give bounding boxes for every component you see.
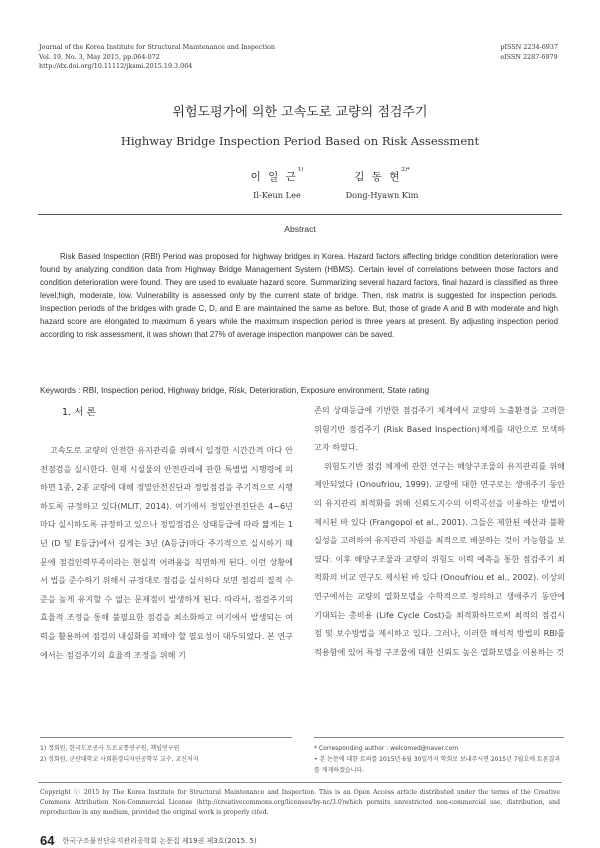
footnotes-affiliations	[40, 743, 292, 765]
author-1	[232, 169, 322, 200]
title-english: Highway Bridge Inspection Period Based on Risk Assessment	[120, 134, 480, 148]
intro-paragraph-1-cont: 존의 상태등급에 기반한 점검주기 체계에서 교량의 노출환경을 고려한 위험기반 점검주기 (Risk Based Inspection)체계를 대안으로 모색하고자 하였다.	[314, 405, 565, 453]
abstract-text: Risk Based Inspection (RBI) Period was proposed for highway bridges in Korea. Hazard factors affecting bridge condition deterioration were found by analyzing condition data from Highway Bridge Management System (HBMS). Certain level of correlations between those factors and condition deterioration were found. They are used to evaluate hazard score. Summarizing several hazard factors, final hazard is classified as three level;high, moderate, low. Vulnerability is assessed only by the current state of bridge. Then, risk matrix is suggested for inspection periods. Inspection periods of the bridges with grade C, D, and E are maintained the same as before. But, those of grade A and B with moderate and high hazard score are elongated to maximum 6 years while the maximum inspection period is three years at present. By adjusting inspection period according to risk assessment, it was shown that 27% of average inspection manpower can be saved.	[40, 252, 558, 340]
copyright-notice: Copyright ⓒ 2015 by The Korea Institute for Structural Maintenance and Inspection. This is an Open Access article distributed under the terms of the Creative Commons Attribution Non-Commercial License (http://creativecommons.org/licenses/by-nc/3.0)which permits unrestricted non-commercial use, distribution, and reproduction in any medium, provided the original work is properly cited.	[40, 789, 560, 816]
footer-journal: 한국구조물진단유지관리공학회 논문집 제19권 제3호(2015. 5)	[62, 837, 257, 845]
page-footer	[40, 833, 257, 848]
journal-name: Journal of the Korea Institute for Structural Maintenance and Inspection	[39, 43, 275, 51]
footnote-2: 2) 정회원, 군산대학교 사회환경디자인공학부 교수, 교신저자	[40, 756, 199, 763]
title-korean: 위험도평가에 의한 고속도로 교량의 점검주기	[172, 105, 428, 120]
journal-doi[interactable]: http://dx.doi.org/10.11112/jksmi.2015.19.3.064	[39, 62, 193, 70]
author-2-name-ko: 김 동 현	[354, 171, 402, 183]
body-column-right	[314, 401, 565, 661]
eissn: eISSN 2287-6979	[500, 52, 558, 61]
corresponding-author: * Corresponding author : welcomed@naver.com	[314, 745, 459, 752]
pissn: pISSN 2234-6937	[500, 43, 558, 51]
footnote-1: 1) 정회원, 한국도로공사 도로교통연구원, 책임연구원	[40, 745, 180, 752]
abstract-heading: Abstract	[284, 224, 316, 234]
body-column-left	[40, 441, 293, 664]
discussion-note: • 본 논문에 대한 토의를 2015년 6월 30일까지 학회로 보내주시면 2015년 7월호에 토론결과를 게재하겠습니다.	[314, 756, 561, 774]
author-1-name-en: Il-Keun Lee	[253, 190, 301, 200]
abstract-top-rule	[38, 214, 562, 215]
keywords	[40, 386, 558, 395]
footnote-rule-right	[314, 737, 564, 738]
footnote-rule-left	[40, 737, 292, 738]
keywords-list: RBI, Inspection period, Highway bridge, Risk, Deterioration, Exposure environment, State rating	[82, 386, 430, 395]
author-2-name-en: Dong-Hyawn Kim	[345, 190, 419, 200]
author-2	[327, 169, 437, 200]
page-number: 64	[40, 833, 55, 848]
author-2-affil: 2)*	[401, 167, 410, 173]
journal-volume: Vol. 19, No. 3, May 2015, pp.064-072	[39, 52, 160, 61]
author-1-affil: 1)	[297, 167, 304, 173]
journal-header	[39, 43, 275, 72]
intro-paragraph-2: 위험도기반 점검 체계에 관한 연구는 해양구조물의 유지관리를 위해 제안되었다 (Onoufriou, 1999). 교량에 대한 연구로는 생애주기 동안의 유지관리 최적화를 위해 신뢰도지수의 이력곡선을 이용하는 방법이 제시된 바 있다 (Frangopol et al., 2001). 그들은 제한된 예산과 불확실성을 고려하여 유지관리 자원을 최적으로 배분하는 것이 가능함을 보였다. 이후 해양구조물과 교량의 위험도 이력 예측을 통한 점검주기 최적화의 비교 연구도 제시된 바 있다 (Onoufriou et al., 2002). 이상의 연구에서는 교량의 열화모델을 수학적으로 정의하고 생애주기 동안에 기대되는 총비용 (Life Cycle Cost)을 최적화하므로써 최적의 점검시점 및 보수방법을 제시하고 있다. 그러나, 이러한 해석적 방법의 RBI를 적용함에 있어 특정 구조물에 대한 신뢰도 높은 열화모델을 이용하는 것	[314, 460, 565, 657]
issn-block	[500, 43, 558, 62]
section-1-title: 1. 서 론	[62, 407, 96, 418]
keywords-label: Keywords :	[40, 386, 83, 395]
footnotes-notes	[314, 743, 564, 776]
copyright-rule	[38, 782, 562, 783]
author-1-name-ko: 이 일 근	[250, 171, 298, 183]
intro-paragraph-1: 고속도로 교량의 안전한 유지관리를 위해서 일정한 시간간격 마다 안전점검을 실시한다. 현재 시설물의 안전관리에 관한 특별법 시행령에 의하면 1종, 2종 교량에 대해 정밀안전진단과 정밀점검을 주기적으로 시행하도록 규정하고 있다(MLIT, 2014). 여기에서 정밀안전진단은 4~6년마다 실시하도록 규정하고 있으나 정밀점검은 상태등급에 따라 짧게는 1년 (D 및 E등급)에서 길게는 3년 (A등급)마다 주기적으로 실시하기 때문에 점검인력부족이라는 현실적 어려움을 직면하게 된다. 이런 상황에서 법을 준수하기 위해서 규정대로 점검을 실시하다 보면 점검의 질적 수준을 높게 유지할 수 없는 문제점이 발생하게 된다. 따라서, 점검주기의 효율적 조정을 통해 불필요한 점검을 최소화하고 여기에서 발생되는 여력을 활용하여 점검의 내실화를 꾀해야 할 필요성이 대두되었다. 본 연구에서는 점검주기의 효율적 조정을 위해 기	[40, 445, 293, 660]
